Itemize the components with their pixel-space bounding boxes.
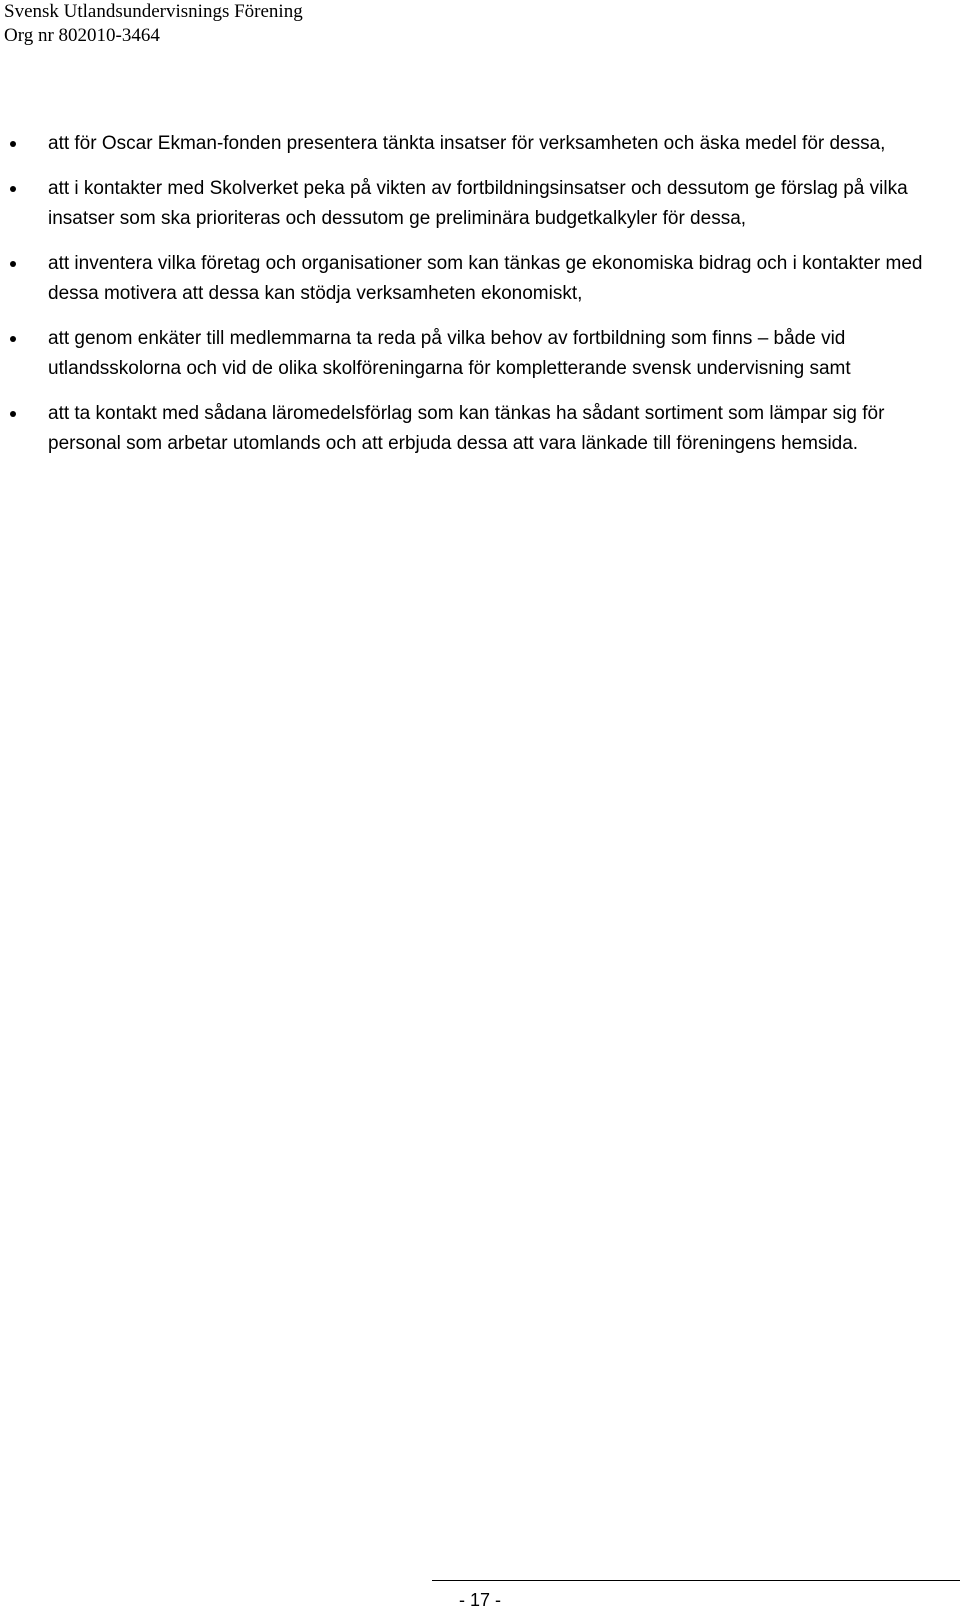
- list-item: [0, 399, 960, 459]
- list-item-text: att inventera vilka företag och organisationer som kan tänkas ge ekonomiska bidrag och i kontakter med dessa motivera att dessa kan stödja verksamheten ekonomiskt,: [48, 253, 923, 304]
- list-item-text: att i kontakter med Skolverket peka på vikten av fortbildningsinsatser och dessutom ge förslag på vilka insatser som ska prioriteras och dessutom ge preliminära budgetkalkyler för dessa,: [48, 178, 908, 229]
- bullet-list: [0, 129, 960, 474]
- list-item-text: att ta kontakt med sådana läromedelsförlag som kan tänkas ha sådant sortiment som lämpar sig för personal som arbetar utomlands och att erbjuda dessa att vara länkade till föreningens hemsida.: [48, 403, 885, 454]
- list-item: [0, 324, 960, 384]
- list-item: [0, 129, 960, 159]
- bullet-icon: [10, 336, 16, 342]
- list-item-text: att för Oscar Ekman-fonden presentera tänkta insatser för verksamheten och äska medel för dessa,: [48, 133, 886, 154]
- footer-divider: [432, 1580, 960, 1581]
- list-item: [0, 174, 960, 234]
- bullet-icon: [10, 141, 16, 147]
- organization-name: Svensk Utlandsundervisnings Förening: [4, 1, 303, 22]
- bullet-icon: [10, 261, 16, 267]
- list-item: [0, 249, 960, 309]
- page-header: [4, 0, 303, 48]
- list-item-text: att genom enkäter till medlemmarna ta reda på vilka behov av fortbildning som finns – både vid utlandsskolorna och vid de olika skolföreningarna för kompletterande svensk undervisning samt: [48, 328, 851, 379]
- bullet-icon: [10, 411, 16, 417]
- organization-number: Org nr 802010-3464: [4, 25, 160, 46]
- bullet-icon: [10, 186, 16, 192]
- page-number: - 17 -: [458, 1590, 501, 1610]
